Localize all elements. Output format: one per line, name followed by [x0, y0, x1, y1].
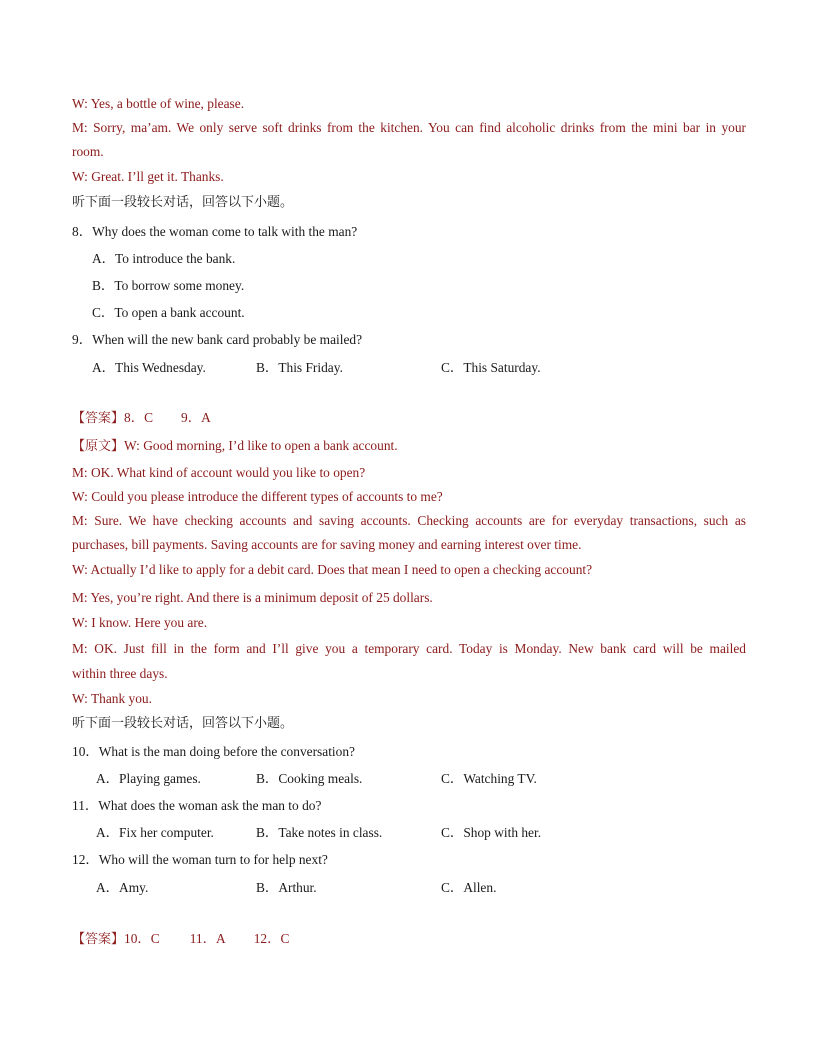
section-instruction: 听下面一段较长对话，回答以下小题。 — [72, 195, 294, 210]
dialogue-line: W: Yes, a bottle of wine, please. — [72, 96, 245, 111]
dialogue-line: M: Sorry, ma’am. We only serve soft drinks from the kitchen. You can find alcoholic drinks from the mini bar in your — [72, 120, 746, 135]
transcript-line: M: OK. Just fill in the form and I’ll give you a temporary card. Today is Monday. New bank card will be mailed — [72, 641, 746, 656]
transcript-line: M: Yes, you’re right. And there is a minimum deposit of 25 dollars. — [72, 590, 433, 605]
transcript-line: W: Thank you. — [72, 691, 152, 706]
transcript-first-line — [72, 437, 398, 456]
answer-line — [72, 409, 211, 428]
option-b: B．Take notes in class. — [256, 825, 383, 840]
transcript-line: W: Actually I’d like to apply for a debit card. Does that mean I need to open a checking account? — [72, 562, 593, 577]
transcript-line: W: Could you please introduce the different types of accounts to me? — [72, 489, 443, 504]
transcript-text: W: Good morning, I’d like to open a bank account. — [124, 438, 398, 453]
question-stem: 9．When will the new bank card probably be mailed? — [72, 332, 363, 347]
answer-value: 10．C — [124, 931, 160, 946]
question-stem: 8．Why does the woman come to talk with the man? — [72, 224, 358, 239]
option-b: B．This Friday. — [256, 360, 343, 375]
option-a: A．This Wednesday. — [92, 360, 206, 375]
transcript-line: purchases, bill payments. Saving accounts are for saving money and earning interest over time. — [72, 537, 582, 552]
transcript-line: W: I know. Here you are. — [72, 615, 208, 630]
option-c: C．Shop with her. — [441, 825, 542, 840]
option-a: A．Fix her computer. — [96, 825, 214, 840]
option-a: A．To introduce the bank. — [92, 251, 236, 266]
answer-value: 8．C — [124, 410, 154, 425]
dialogue-line: W: Great. I’ll get it. Thanks. — [72, 169, 224, 184]
dialogue-line: room. — [72, 144, 104, 159]
option-c: C．Allen. — [441, 880, 497, 895]
answer-value: 12．C — [253, 931, 290, 946]
answer-value: 11．A — [189, 931, 226, 946]
option-a: A．Amy. — [96, 880, 149, 895]
option-c: C．To open a bank account. — [92, 305, 245, 320]
section-instruction: 听下面一段较长对话，回答以下小题。 — [72, 716, 294, 731]
transcript-line: M: Sure. We have checking accounts and saving accounts. Checking accounts are for everyday transactions, such as — [72, 513, 746, 528]
transcript-tag: 【原文】 — [72, 439, 125, 454]
option-c: C．This Saturday. — [441, 360, 541, 375]
question-stem: 12．Who will the woman turn to for help next? — [72, 852, 328, 867]
option-b: B．Cooking meals. — [256, 771, 363, 786]
transcript-line: within three days. — [72, 666, 168, 681]
option-c: C．Watching TV. — [441, 771, 537, 786]
answer-tag: 【答案】 — [72, 932, 125, 947]
question-stem: 11．What does the woman ask the man to do? — [72, 798, 322, 813]
option-b: B．To borrow some money. — [92, 278, 245, 293]
answer-line — [72, 930, 289, 949]
question-stem: 10．What is the man doing before the conversation? — [72, 744, 355, 759]
answer-tag: 【答案】 — [72, 411, 125, 426]
transcript-line: M: OK. What kind of account would you like to open? — [72, 465, 366, 480]
answer-value: 9．A — [181, 410, 211, 425]
option-b: B．Arthur. — [256, 880, 317, 895]
option-a: A．Playing games. — [96, 771, 201, 786]
